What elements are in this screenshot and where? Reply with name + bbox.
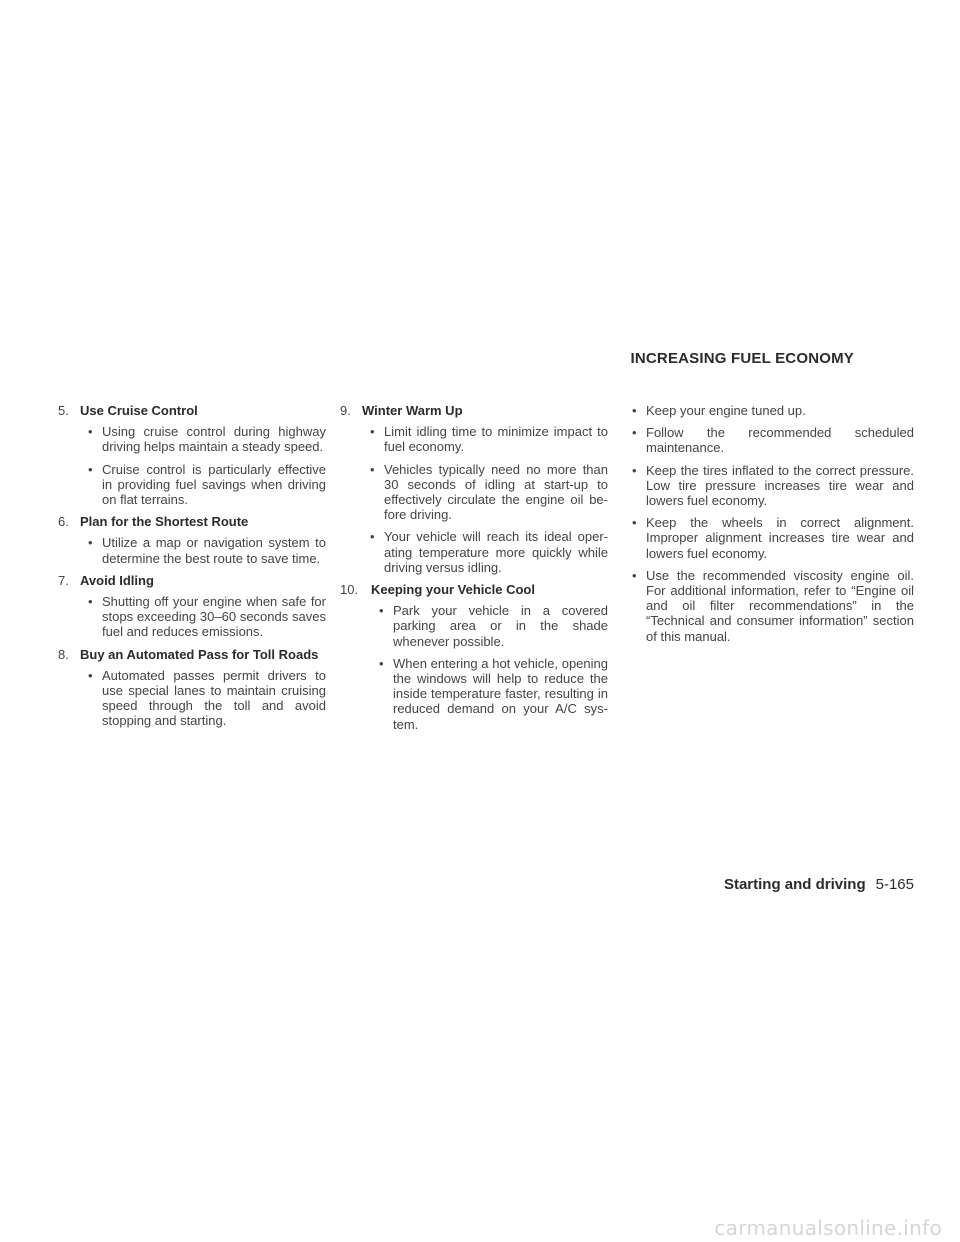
item-title: Winter Warm Up xyxy=(362,403,463,418)
bullet-item: • Vehicles typically need no more than 30 seconds of idling at start-up to effectively circulate the engine oil before driving. xyxy=(362,462,608,523)
watermark: carmanualsonline.info xyxy=(714,1216,942,1240)
bullet-list xyxy=(340,603,608,732)
tips-bullet-list xyxy=(624,403,914,644)
bullet-item: • Limit idling time to minimize impact to fuel economy. xyxy=(362,424,608,454)
bullet-item: • Use the recommended viscosity engine oil. For additional information, refer to “Engine oil and oil filter recommendations” in the “Technical and consumer information” section of this manual. xyxy=(624,568,914,644)
list-item xyxy=(58,403,326,507)
bullet-item: • Shutting off your engine when safe for stops exceeding 30–60 seconds saves fuel and reduces emissions. xyxy=(80,594,326,640)
page-number: 5-165 xyxy=(875,876,914,893)
column-2 xyxy=(340,403,608,739)
item-title: Keeping your Vehicle Cool xyxy=(371,582,535,598)
item-number: 10. xyxy=(340,582,359,598)
column-3 xyxy=(624,403,914,651)
item-number: 5. xyxy=(58,403,69,418)
item-number: 7. xyxy=(58,572,69,588)
bullet-list xyxy=(58,668,326,729)
item-title: Buy an Automated Pass for Toll Roads xyxy=(80,646,319,662)
footer-section-name: Starting and driving xyxy=(723,876,866,893)
column-1 xyxy=(58,403,326,736)
bullet-item: • Using cruise control during highway driving helps maintain a steady speed. xyxy=(80,424,326,454)
bullet-item: • Keep the wheels in correct alignment. Improper alignment increases tire wear and lowers fuel economy. xyxy=(624,515,914,561)
item-number: 9. xyxy=(340,403,351,418)
bullet-item: • Keep the tires inflated to the correct pressure. Low tire pressure increases tire wear and lowers fuel economy. xyxy=(624,463,914,509)
list-item xyxy=(340,403,608,575)
bullet-list xyxy=(58,535,326,565)
page-footer xyxy=(724,876,914,893)
section-title: INCREASING FUEL ECONOMY xyxy=(630,350,854,367)
bullet-item: • Park your vehicle in a covered parking area or in the shade whenever possible. xyxy=(371,603,608,649)
item-title: Avoid Idling xyxy=(80,572,154,588)
list-item xyxy=(58,514,326,566)
item-title: Plan for the Shortest Route xyxy=(80,514,249,530)
item-title: Use Cruise Control xyxy=(80,403,198,418)
bullet-item: • Follow the recommended scheduled maintenance. xyxy=(624,425,914,455)
list-item xyxy=(58,573,326,640)
bullet-item: • Keep your engine tuned up. xyxy=(624,403,914,418)
list-item xyxy=(340,582,608,732)
bullet-item: • Cruise control is particularly effective in providing fuel savings when driving on flat terrains. xyxy=(80,462,326,508)
bullet-list xyxy=(58,424,326,507)
list-item xyxy=(58,647,326,729)
bullet-item: • Your vehicle will reach its ideal operating temperature more quickly while driving versus idling. xyxy=(362,529,608,575)
item-number: 6. xyxy=(58,514,69,530)
bullet-item: • Utilize a map or navigation system to determine the best route to save time. xyxy=(80,535,326,565)
bullet-item: • Automated passes permit drivers to use special lanes to maintain cruising speed through the toll and avoid stopping and starting. xyxy=(80,668,326,729)
bullet-item: • When entering a hot vehicle, opening the windows will help to reduce the inside temperature faster, resulting in reduced demand on your A/C system. xyxy=(371,656,608,732)
item-number: 8. xyxy=(58,646,69,662)
bullet-list xyxy=(340,424,608,575)
bullet-list xyxy=(58,594,326,640)
